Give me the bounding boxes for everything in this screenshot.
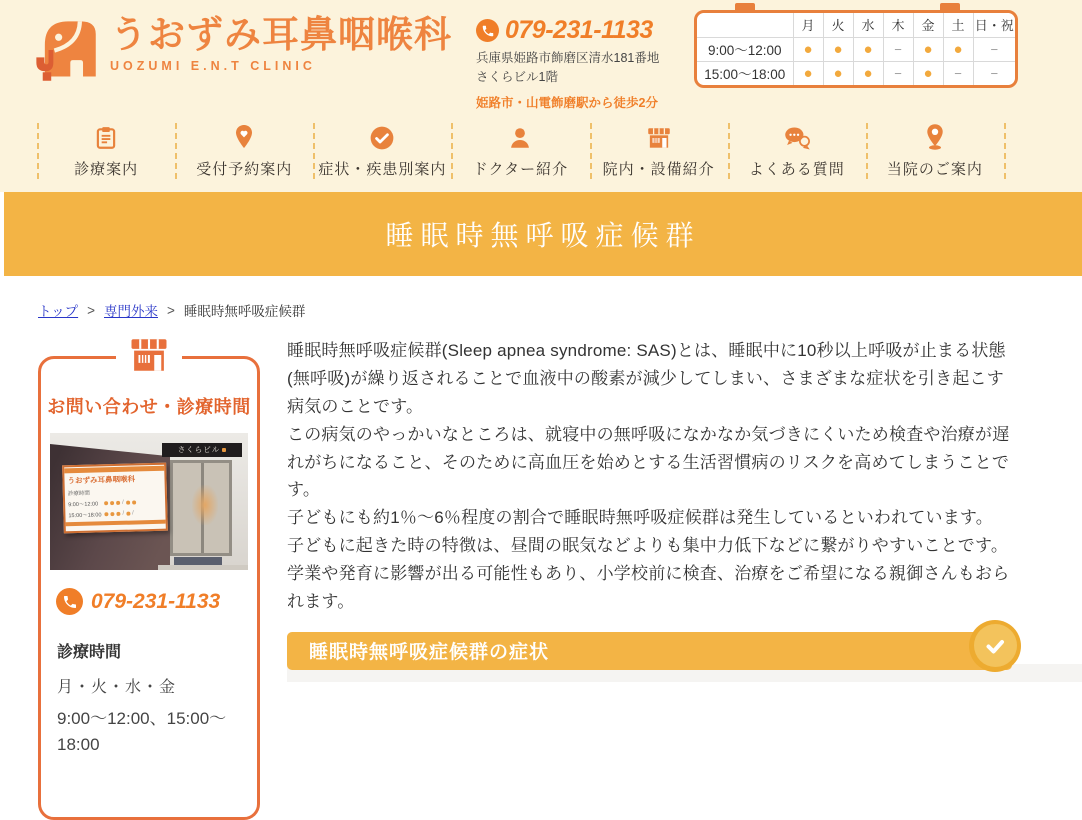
hours-header-row: 月 火 水 木 金 土 日・祝 — [697, 13, 1015, 37]
main-nav — [0, 110, 1082, 192]
nav-item-facility[interactable]: 院内・設備紹介 — [590, 110, 728, 192]
header-contact — [476, 16, 681, 111]
clinic-logo[interactable] — [30, 12, 452, 93]
header-phone-number[interactable]: 079-231-1133 — [505, 16, 653, 44]
doctor-icon — [507, 123, 533, 151]
body-paragraph: 学業や発育に影響が出る可能性もあり、小学校前に検査、治療をご希望になる親御さんもおられます。 — [287, 564, 1010, 611]
sidebar-hours-heading: 診療時間 — [57, 644, 122, 661]
nav-item-access[interactable]: 当院のご案内 — [866, 110, 1004, 192]
elephant-logo-icon — [30, 12, 100, 93]
content-area — [0, 320, 1082, 820]
breadcrumb-separator: > — [167, 302, 175, 318]
page-title: 睡眠時無呼吸症候群 — [385, 220, 701, 251]
breadcrumb-separator: > — [87, 302, 95, 318]
page-title-banner — [4, 192, 1082, 276]
address-line1: 兵庫県姫路市飾磨区清水181番地 — [476, 51, 660, 65]
nav-item-medical-guide[interactable]: 診療案内 — [37, 110, 175, 192]
address-line2: さくらビル1階 — [476, 69, 558, 84]
breadcrumb — [38, 300, 1082, 320]
body-paragraph: この病気のやっかいなところは、就寝中の無呼吸になかなか気づきにくいため検査や治療が遅れがちになること、そのために高血圧を始めとする生活習慣病のリスクを高めてしまうことです。 — [287, 424, 1010, 500]
clinic-entrance-photo — [50, 433, 248, 570]
body-paragraph: 睡眠時無呼吸症候群(Sleep apnea syndrome: SAS)とは、睡眠中に10秒以上呼吸が止まる状態(無呼吸)が繰り返されることで血液中の酸素が減少してしまい、さまざまな症状を引き起こす病気のことです。 — [287, 341, 1006, 416]
clinic-building-icon — [645, 123, 673, 151]
clinic-name-en: UOZUMI E.N.T CLINIC — [110, 59, 316, 74]
hours-row-am: 9:00〜12:00 ● ● ● − ● ● − — [697, 37, 1015, 61]
check-badge-icon — [969, 620, 1021, 672]
clinic-name: うおずみ耳鼻咽喉科 — [110, 14, 452, 55]
sidebar-phone-row — [56, 588, 257, 615]
contact-card-box — [38, 356, 260, 820]
sidebar-hours-days: 月・火・水・金 — [57, 679, 177, 696]
site-header — [0, 0, 1082, 110]
contact-card-title: お問い合わせ・診療時間 — [47, 397, 251, 417]
clinic-signboard: うおずみ耳鼻咽喉科 診療時間 9:00〜12:00 / 15:00〜18:00 / / — [62, 463, 168, 534]
reception-pin-icon — [232, 123, 256, 151]
access-pin-icon — [923, 123, 947, 151]
breadcrumb-current: 睡眠時無呼吸症候群 — [183, 304, 306, 319]
hours-row-pm: 15:00〜18:00 ● ● ● − ● − − — [697, 61, 1015, 85]
main-article — [287, 337, 1020, 688]
sidebar-contact-card — [38, 356, 260, 820]
access-note: 姫路市・山電飾磨駅から徒歩2分 — [476, 95, 658, 110]
building-sign: さくらビル — [162, 443, 242, 457]
check-circle-icon — [369, 123, 395, 151]
faq-chat-icon — [782, 123, 812, 151]
nav-item-faq[interactable]: よくある質問 — [728, 110, 866, 192]
header-hours-table — [694, 10, 1018, 88]
sidebar-hours-times: 9:00〜12:00、15:00〜18:00 — [57, 709, 227, 754]
clipboard-icon — [93, 123, 119, 151]
breadcrumb-link-top[interactable]: トップ — [38, 304, 79, 319]
nav-item-reservation[interactable]: 受付予約案内 — [175, 110, 313, 192]
phone-icon — [476, 19, 499, 42]
phone-icon — [56, 588, 83, 615]
section-header-symptoms: 睡眠時無呼吸症候群の症状 — [287, 632, 1012, 670]
body-paragraph: 子どもに起きた時の特徴は、昼間の眠気などよりも集中力低下などに繋がりやすいことです。 — [287, 536, 1009, 556]
clinic-building-icon — [116, 334, 182, 376]
nav-item-doctor[interactable]: ドクター紹介 — [451, 110, 589, 192]
nav-item-symptoms[interactable]: 症状・疾患別案内 — [313, 110, 451, 192]
breadcrumb-link-specialty[interactable]: 専門外来 — [104, 304, 158, 319]
sidebar-phone-number[interactable]: 079-231-1133 — [91, 589, 221, 613]
body-paragraph: 子どもにも約1％〜6％程度の割合で睡眠時無呼吸症候群は発生しているといわれています。 — [287, 508, 993, 528]
